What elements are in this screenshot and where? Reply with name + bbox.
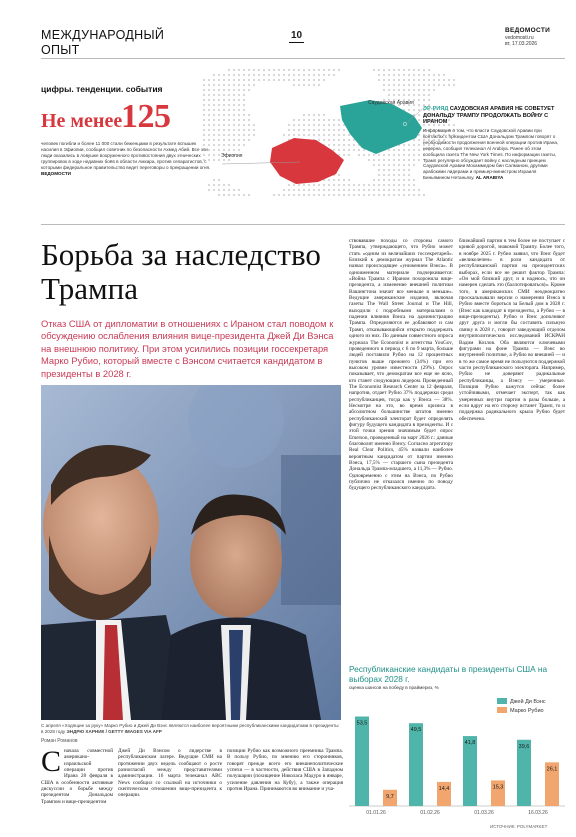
brand-date: вт, 17.03.2026: [505, 41, 538, 47]
bar-0-2: [463, 736, 477, 806]
map-label-saudi: Саудовская Аравия: [368, 100, 414, 106]
riyadh-title: САУДОВСКАЯ АРАВИЯ НЕ СОВЕТУЕТ ДОНАЛЬДУ ТРАМПУ ПРОДОЛЖАТЬ ВОЙНУ С ИРАНОМ: [423, 106, 555, 126]
riyadh-headline: [423, 106, 568, 126]
article-column-5: ближайший партии в тем более не поступает с кривой дорогой, знакомой Трампу. Более того, в ноябре 2025 г. Рубио заявил, что Вэнс будет «великолепен» в роли кандидата от республиканской партии на президентских выборах, если все не решит фактор Трампа: «Он мой близкий друг, и я надеюсь, что он намерен сделать это (баллотироваться)». Кроме того, в американских СМИ неоднократно проскальзывали версии о намерении Вэнса в Рубио вместе бороться за Белый дом в 2028 г. (Вэнс как кандидат в президенты, а Рубио — в вице-президенты). Рубио и Вэнс дополняют друг друга и могли бы составить сильную связку в 2028 г., говорит заведующий отделом внутриполитических исследований ИСКРАН Вадим Козлов. Оба являются ключевыми фигурами на фоне Трампа — Вэнс во внутренней политике, а Рубио во внешней — и в то же самое время не пользуются поддержкой части республиканского электората. Например, Рубио не доверяют радикальные республиканцы, а Вэнсу — умеренные. Позиция Рубио кажутся сейчас более устойчивыми, отмечает эксперт, так как умеренных внутри партии в разы больше, а если вдруг на его сторону встанет Трамп, то и поддержка радикального крыла Рубио будет обеспечена.: [459, 238, 565, 422]
riyadh-body-text: Информация о том, что власти Саудовской Аравии при контактах с президентом США Дональдом Трампом говорят о необходимости продолжения военной операции против Ирана, неверна, сообщил телеканал Al Arabiya. Ранее об этом сообщила газета The New York Times. По информации газеты, Трамп регулярно обсуждает войну с наследным принцем Саудовской Аравии Мохаммедом бин Салманом, другими арабскими лидерами и премьер-министром Израиля Биньямином Нетаньяху.: [423, 128, 559, 181]
bar-label-0-2: 41,8: [464, 740, 476, 747]
bar-label-1-2: 15,3: [492, 784, 504, 791]
chart-subtitle: оценка шансов на победу в праймериз, %: [349, 685, 439, 690]
article-author: Роман Романов: [41, 738, 78, 744]
article-photo: [41, 385, 341, 720]
bar-label-1-0: 9,7: [386, 793, 394, 800]
chart-title: Республиканские кандидаты в президенты США на выборах 2028 г.: [349, 664, 548, 684]
section-title-line2: ОПЫТ: [41, 43, 80, 57]
bar-label-1-1: 14,4: [438, 785, 450, 792]
bar-0-1: [409, 723, 423, 806]
stat-description: [41, 141, 211, 177]
region-map: [200, 64, 460, 204]
bar-0-0: [355, 717, 369, 806]
map-label-ethiopia: Эфиопия: [221, 153, 243, 159]
x-tick-3: 16.03.26: [528, 810, 548, 816]
chart-source: ИСТОЧНИК: POLYMARKET: [490, 824, 548, 829]
ethiopia-shape: [270, 138, 344, 184]
page-number: 10: [291, 30, 303, 41]
bar-label-0-3: 39,6: [518, 743, 530, 750]
legend-swatch-0: [497, 698, 507, 704]
riyadh-city: ЭР-РИЯД: [423, 106, 449, 112]
riyadh-body: [423, 128, 563, 181]
legend-label-0: Джей Ди Вэнс: [510, 699, 546, 706]
photo-illustration: [41, 385, 341, 720]
x-tick-2: 01.03.26: [474, 810, 494, 816]
x-tick-0: 01.01.26: [366, 810, 386, 816]
brand-site: vedomosti.ru: [505, 34, 534, 41]
article-column-3: позиции Рубио как возможного преемника Трампа. В пользу Рубио, по мнению его сторонников, говорят прежде всего его внешнеполитические успехи — в частности, действия США в Западном полушарии (похищение Николаса Мадуро в январе, усиление давления на Кубу), а также операция против Ирана. Принимаются во внимание и уча-: [227, 748, 343, 793]
stat-source: ВЕДОМОСТИ: [41, 171, 71, 176]
article-lead: Отказ США от дипломатии в отношениях с Ираном стал поводом к обсуждению ослабления влияния вице-президента Джей Ди Вэнса на внешнюю политику. При этом усилились позиции госсекретаря Марко Рубио, который вместе с Вэнсом считается кандидатом в президенты в 2028 г.: [41, 318, 334, 379]
legend-label-1: Марко Рубио: [510, 708, 544, 715]
article-dropcap: С: [41, 745, 62, 778]
section-divider: [41, 224, 565, 225]
bar-label-1-3: 26,1: [546, 766, 558, 773]
stat-description-text: человек погибли и более 11 000 стали беженцами в результате вспышек насилия в Эфиопии, сообщил советник по безопасности Ахмед Абий. Все эти люди оказались в ловушке вооруженного противостояния двух этнических группировок в ходе недавних боёв в области Амхара, против сепаратистов, с которыми федеральное правительство ведет переговоры о прекращении огня.: [41, 141, 211, 170]
article-column-1-text: начала совместной американо-израильской операции против Ирана 28 февраля в США в особенности активные дискуссии о борьбе между президентом Дональдом Трампом и вице-президентом: [41, 748, 113, 805]
article-headline: Борьба за наследство Трампа: [41, 237, 321, 306]
photo-caption: [41, 723, 341, 735]
bar-label-0-1: 49,5: [410, 727, 422, 734]
brand-block: [505, 28, 565, 48]
section-title-line1: МЕЖДУНАРОДНЫЙ: [41, 28, 165, 42]
legend-swatch-1: [497, 707, 507, 713]
photo-credit: ЭНДРЮ ХАРНИК / GETTY IMAGES VIA AFP: [66, 728, 162, 734]
stat-number: 125: [121, 98, 171, 135]
brand-name: ВЕДОМОСТИ: [505, 27, 551, 34]
stat-label: Не менее: [41, 110, 123, 132]
riyadh-source: AL ARABIYA: [475, 175, 504, 181]
article-column-1: [41, 745, 113, 805]
section-tagline: цифры. тенденции. события: [41, 84, 163, 94]
section-title: [41, 28, 201, 58]
bar-label-0-0: 53,5: [356, 720, 368, 727]
article-column-4: ствовавшие походы со стороны самого Трампа, утверждающего, что Рубио может стать «одним из величайших госсекретарей». Близкий к демократам журнал The Atlantic назвал происходящее «унижением Вэнса». В одноименном материале подчеркивается: «Война Трампа с Ираном похоронила вице-президента, а изменение внешней политики Вашингтона значит все меньше и меньше». Ведущие американские издания, включая газеты The Wall Street Journal и The Hill, выходили с подробными материалами о падении влияния Вэнса на администрацию Трампа. Определяются ее добавляют и сам Трамп, отказывающийся открыто поддержать одного из них. По данным совместного опроса журнала The Economist и агентства YouGov, проведенного в период с 6 по 9 марта, больше людей поставили Рубио на 12 процентных пунктов выше прежнего (34%) при его высоком уровне известности (29%). Опрос показывает, что демократам все еще не ясно, кто станет следующим лидером. Проведенный The Economist Research Center за 12 февраля, напротив, отдает Рубио 37% поддержки среди республиканцев, тогда как у Вэнса — 38%. Несмотря на это, во время кризиса в абсолютном большинстве штатов именно республиканский электорат будет определять фигуру будущего кандидата в президенты. И с этой точки зрения значимым будет опрос Emerson, проведенный на март 2026 г.: данные благоволят именно Вэнсу. Согласно агрегатору Real Clear Politics, 45% назвали наиболее вероятным кандидатом от партии именно Вэнса, 17,5% — старшего сына президента Дональда Трампа-младшего, а 11,3% — Рубио. Одновременно с этим на Вэнса, по Рубио публично не отказался именно по поводу будущего республиканского кандидата.: [349, 238, 453, 492]
photo-caption-text: С апреля «Ходящие за руку» Марко Рубио и Джей Ди Вэнс являются наиболее вероятными республиканскими кандидатами в президенты в 2028 году: [41, 723, 339, 734]
article-column-2: Джей Ди Вэнсом о лидерстве в республиканском лагере. Ведущие СМИ на протяжении двух недель сообщают о росте разногласий между представителями администрации. 16 марта телеканал ABC News сообщил со ссылкой на источники о скептическом отношении вице-президента к операции.: [118, 748, 222, 799]
saudi-arabia-shape: [340, 100, 422, 154]
polling-chart: [349, 692, 565, 820]
x-tick-1: 01.02.26: [420, 810, 440, 816]
header-divider: [41, 58, 565, 59]
